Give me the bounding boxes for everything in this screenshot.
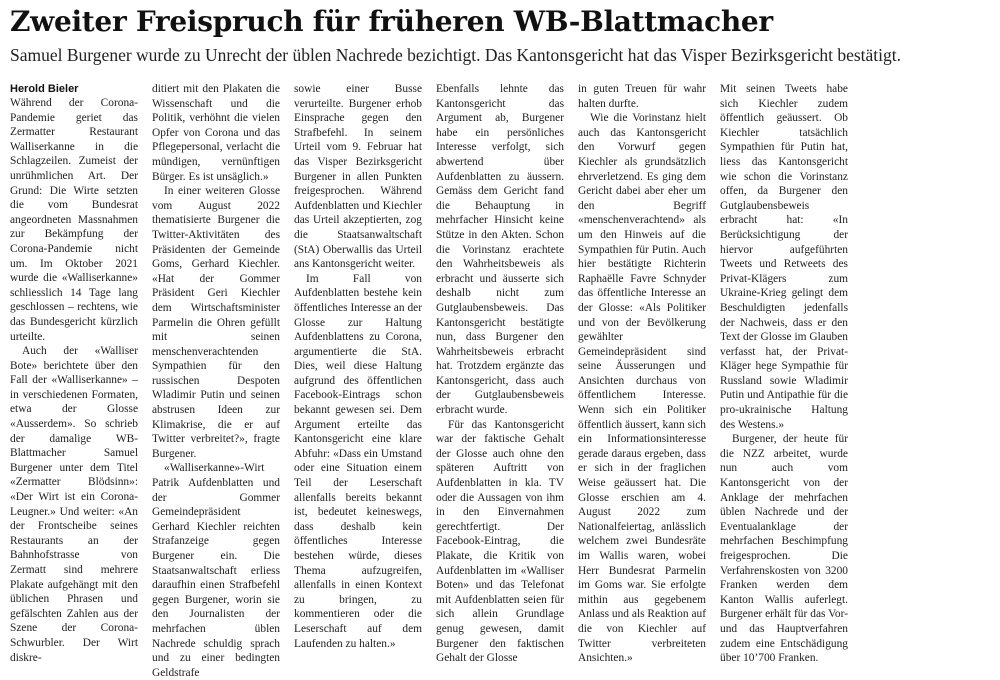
column-4 bbox=[436, 82, 564, 680]
paragraph: Im Fall von Aufdenblatten bestehe kein öffentliches Interesse an der Glosse zur Haltung Aufdenblattens zu Corona, argumentierte die StA. Dies, weil diese Haltung aufgrund des öffentlichen Facebook-Eintrags schon bekannt gewesen sei. Dem Argument erteilte das Kantonsgericht eine klare Abfuhr: «Dass ein Umstand oder eine Situation einem Teil der Leserschaft allenfalls bereits bekannt ist, bedeutet keineswegs, dass deshalb kein öffentliches Interesse bestehen würde, dieses Thema aufzugreifen, allenfalls in einen Kontext zu bringen, zu kommentieren oder die Leserschaft auf dem Laufenden zu halten.» bbox=[294, 272, 422, 650]
paragraph: Für das Kantonsgericht war der faktische Gehalt der Glosse auch ohne den späteren Auftritt von Aufdenblatten in kla. TV oder die Aussagen von ihm in den Einvernahmen gerechtfertigt. Der Facebook-Eintrag, die Plakate, die Kritik von Aufdenblatten im «Walliser Boten» und das Telefonat mit Aufdenblatten seien für sich allein Grundlage genug gewesen, damit Burgener den faktischen Gehalt der Glosse bbox=[436, 418, 564, 665]
headline: Zweiter Freispruch für früheren WB-Blattmacher bbox=[10, 5, 773, 38]
paragraph: Mit seinen Tweets habe sich Kiechler zudem öffentlich geäussert. Ob Kiechler tatsächlich Sympathien für Putin hat, liess das Kantonsgericht wie schon die Vorinstanz offen, da Burgener den Gutglaubensbeweis erbracht hat: «In Berücksichtigung der hiervor aufgeführten Tweets und Retweets des Privat-Klägers zum Ukraine-Krieg gelingt dem Beschuldigten jedenfalls der Nachweis, dass er den Text der Glosse im Glauben verfasst hat, der Privat-Kläger hege Sympathie für Russland sowie Wladimir Putin und Antipathie für die pro-ukrainische Haltung des Westens.» bbox=[720, 83, 848, 431]
article-body bbox=[10, 82, 990, 679]
paragraph: Burgener, der heute für die NZZ arbeitet, wurde nun auch vom Kantonsgericht von der Anklage der mehrfachen üblen Nachrede und der Eventualanklage der mehrfachen Beschimpfung freigesprochen. Die Verfahrenskosten von 3200 Franken werden dem Kanton Wallis auferlegt. Burgener erhält für das Vor- und das Hauptverfahren zudem eine Entschädigung über 10’700 Franken. bbox=[720, 433, 848, 665]
column-2 bbox=[152, 82, 280, 680]
paragraph: ditiert mit den Plakaten die Wissenschaft und die Politik, verhöhnt die vielen Opfer von Corona und das Pflegepersonal, verlacht die mündigen, vernünftigen Bürger. Es ist unsäglich.» bbox=[152, 83, 280, 183]
paragraph: Ebenfalls lehnte das Kantonsgericht das Argument ab, Burgener habe ein persönliches Interesse verfolgt, sich abwertend über Aufdenblatten zu äussern. Gemäss dem Gericht fand die Behauptung in mehrfacher Hinsicht keine Stütze in den Akten. Schon die Vorinstanz erachtete den Wahrheitsbeweis als erbracht und äusserte sich deshalb nicht zum Gutglaubensbeweis. Das Kantonsgericht bestätigte nun, dass Burgener den Wahrheitsbeweis erbracht hat. Trotzdem ergänzte das Kantonsgericht, dass auch der Gutglaubensbeweis erbracht wurde. bbox=[436, 83, 564, 417]
paragraph: Auch der «Walliser Bote» berichtete über den Fall der «Walliserkanne» – in verschiedenen Formaten, etwa der Glosse «Ausserdem». So schrieb der damalige WB-Blattmacher Samuel Burgener unter dem Titel «Zermatter Blödsinn»: «Der Wirt ist ein Corona-Leugner.» Und weiter: «An der Frontscheibe seines Restaurants an der Bahnhofstrasse von Zermatt sind mehrere Plakate aufgehängt mit den üblichen Phrasen und gefälschten Zahlen aus der Szene der Corona-Schwurbler. Der Wirt diskre- bbox=[10, 345, 138, 664]
paragraph: in guten Treuen für wahr halten durfte. bbox=[578, 83, 706, 110]
paragraph: Während der Corona-Pandemie geriet das Zermatter Restaurant Walliserkanne in die Schlagzeilen. Zumeist der unrühmlichen Art. Der Grund: Die Wirte setzten die vom Bundesrat angeordneten Massnahmen zur Bekämpfung der Corona-Pandemie nicht um. Im Oktober 2021 wurde die «Walliserkanne» schliesslich 14 Tage lang geschlossen – rechtens, wie das Bundesgericht kürzlich urteilte. bbox=[10, 97, 138, 343]
paragraph: sowie einer Busse verurteilte. Burgener erhob Einsprache gegen den Strafbefehl. In seinem Urteil vom 9. Februar hat das Visper Bezirksgericht Burgener in allen Punkten freigesprochen. Während Aufdenblatten und Kiechler das Urteil akzeptierten, zog die Staatsanwaltschaft (StA) Oberwallis das Urteil ans Kantonsgericht weiter. bbox=[294, 83, 422, 271]
paragraph: «Walliserkanne»-Wirt Patrik Aufdenblatten und der Gommer Gemeindepräsident Gerhard Kiechler reichten Strafanzeige gegen Burgener ein. Die Staatsanwaltschaft erliess daraufhin einen Strafbefehl gegen Burgener, worin sie den Journalisten der mehrfachen üblen Nachrede schuldig sprach und zu einer bedingten Geldstrafe bbox=[152, 462, 280, 679]
column-6 bbox=[720, 82, 848, 680]
column-1 bbox=[10, 82, 138, 680]
column-5 bbox=[578, 82, 706, 680]
lead-text: Samuel Burgener wurde zu Unrecht der üblen Nachrede bezichtigt. Das Kantonsgericht hat das Visper Bezirksgericht bestätigt. bbox=[10, 45, 901, 65]
paragraph: In einer weiteren Glosse vom August 2022 thematisierte Burgener die Twitter-Aktivitäten des Präsidenten der Gemeinde Goms, Gerhard Kiechler. «Hat der Gommer Präsident Geri Kiechler dem Wirtschaftsminister Parmelin die Ohren gefüllt mit seinen menschenverachtenden Sympathien für den russischen Despoten Wladimir Putin und seinen abstrusen Ideen zur Klimakrise, die er auf Twitter verbreitet?», fragte Burgener. bbox=[152, 185, 280, 460]
author-byline: Herold Bieler bbox=[10, 83, 79, 95]
column-3 bbox=[294, 82, 422, 680]
paragraph: Wie die Vorinstanz hielt auch das Kantonsgericht den Vorwurf gegen Kiechler als grundsätzlich ehrverletzend. Es ging dem Gericht dabei aber eher um den Begriff «menschenverachtend» als um den Hinweis auf die Sympathien für Putin. Auch hier bestätigte Richterin Raphaëlle Favre Schnyder das öffentliche Interesse an der Glosse: «Als Politiker und von der Bevölkerung gewählter Gemeindepräsident sind seine Äusserungen und Ansichten durchaus von öffentlichem Interesse. Wenn sich ein Politiker öffentlich äussert, kann sich ein Informationsinteresse gerade daraus ergeben, dass er sich in der fraglichen Weise geäussert hat. Die Glosse erschien am 4. August 2022 zum Nationalfeiertag, anlässlich welchem zwei Bundesräte im Wallis waren, wobei Herr Bundesrat Parmelin im Goms war. Sie erfolgte mithin aus gegebenem Anlass und als Reaktion auf die von Kiechler auf Twitter verbreiteten Ansichten.» bbox=[578, 112, 706, 665]
